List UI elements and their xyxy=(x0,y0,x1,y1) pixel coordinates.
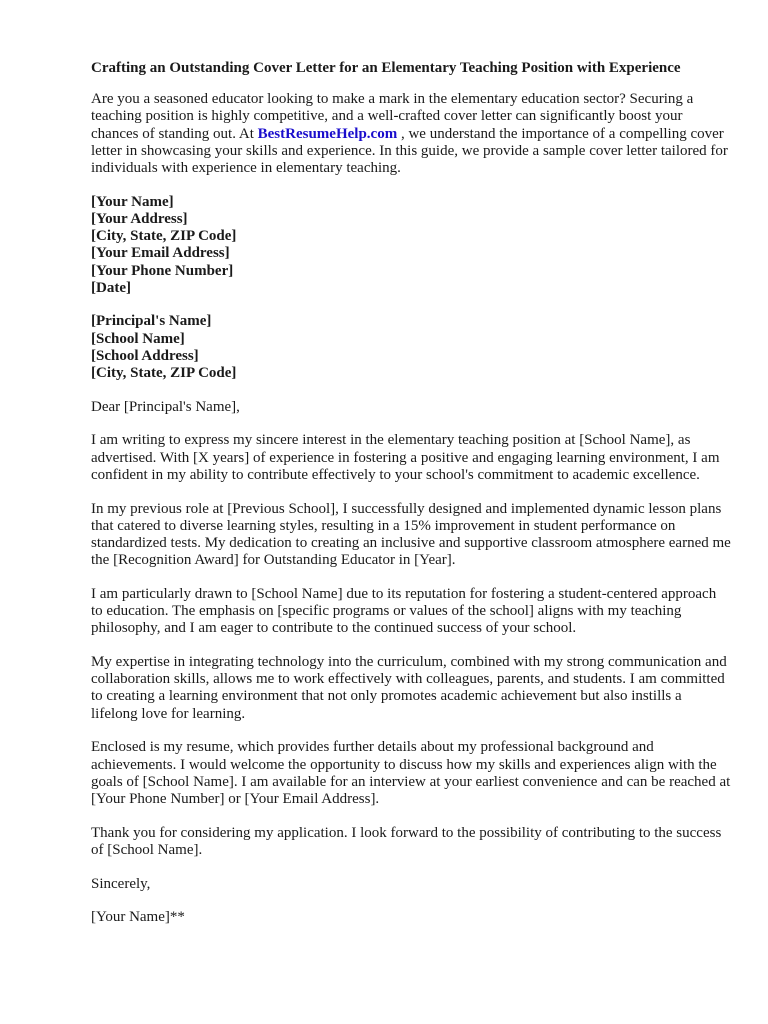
document-title: Crafting an Outstanding Cover Letter for an Elementary Teaching Position with Experience xyxy=(91,60,681,76)
bestresumehelp-link[interactable]: BestResumeHelp.com xyxy=(257,125,398,142)
recipient-address-block xyxy=(91,313,731,382)
signature: [Your Name]** xyxy=(91,909,185,926)
document-page xyxy=(91,60,731,943)
body-paragraph: My expertise in integrating technology into the curriculum, combined with my strong communication and collaboration skills, allows me to work effectively with colleagues, parents, and students. I am committed to creating a learning environment that not only promotes academic achievement but also instills a lifelong love for learning. xyxy=(91,653,727,722)
sender-address: [Your Address] xyxy=(91,210,188,227)
recipient-city-state-zip: [City, State, ZIP Code] xyxy=(91,365,237,382)
salutation: Dear [Principal's Name], xyxy=(91,398,240,415)
body-paragraph: Thank you for considering my application. I look forward to the possibility of contributing to the success of [School Name]. xyxy=(91,824,722,858)
principal-name: [Principal's Name] xyxy=(91,313,212,330)
body-paragraph: I am particularly drawn to [School Name] due to its reputation for fostering a student-centered approach to education. The emphasis on [specific programs or values of the school] aligns with my teaching philosophy, and I am eager to contribute to the continued success of your school. xyxy=(91,585,717,637)
body-paragraph: I am writing to express my sincere interest in the elementary teaching position at [School Name], as advertised. With [X years] of experience in fostering a positive and engaging learning environment, I am confident in my ability to contribute effectively to your school's commitment to academic excellence. xyxy=(91,432,720,483)
sender-phone: [Your Phone Number] xyxy=(91,262,234,279)
sender-city-state-zip: [City, State, ZIP Code] xyxy=(91,228,237,245)
closing: Sincerely, xyxy=(91,875,151,892)
school-address: [School Address] xyxy=(91,347,199,364)
school-name: [School Name] xyxy=(91,330,185,347)
body-paragraph: Enclosed is my resume, which provides further details about my professional background and achievements. I would welcome the opportunity to discuss how my skills and experiences align with the goals of [School Name]. I am available for an interview at your earliest convenience and can be reached at [Your Phone Number] or [Your Email Address]. xyxy=(91,739,731,807)
sender-email: [Your Email Address] xyxy=(91,245,230,262)
sender-address-block xyxy=(91,194,731,297)
intro-text-after-link: , we understand the importance of a compelling cover letter in showcasing your skills and experience. In this guide, we provide a sample cover letter tailored for individuals with experience in elementary teaching. xyxy=(91,125,728,177)
sender-name: [Your Name] xyxy=(91,193,174,210)
intro-paragraph xyxy=(91,91,731,177)
letter-date: [Date] xyxy=(91,279,131,296)
body-paragraph: In my previous role at [Previous School], I successfully designed and implemented dynamic lesson plans that catered to diverse learning styles, resulting in a 15% improvement in student performance on standardized tests. My dedication to creating an inclusive and supportive classroom atmosphere earned me the [Recognition Award] for Outstanding Educator in [Year]. xyxy=(91,500,731,569)
intro-text-before-link: Are you a seasoned educator looking to make a mark in the elementary education sector? Securing a teaching position is highly competitive, and a well-crafted cover letter can significantly boost your chances of standing out. At xyxy=(91,91,694,142)
